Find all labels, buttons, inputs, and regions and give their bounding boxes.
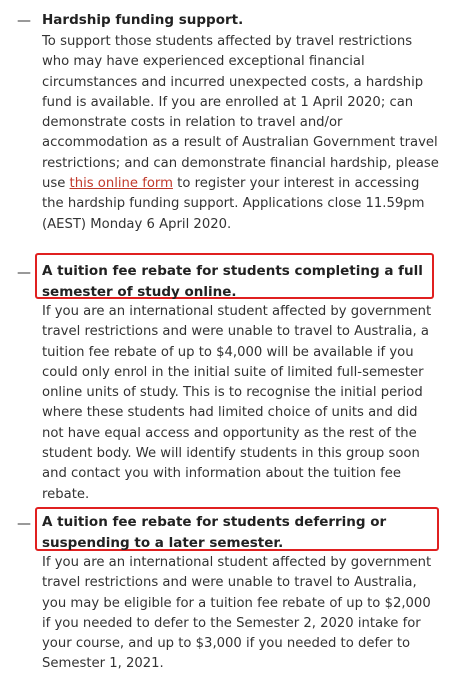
online-form-link[interactable]: this online form [69,176,173,192]
list-dash: — [17,265,31,281]
section-title: A tuition fee rebate for students completing a full semester of study online. [42,263,423,300]
section-title: A tuition fee rebate for students deferring or suspending to a later semester. [42,514,387,551]
section-body: If you are an international student affected by government travel restrictions and were unable to travel to Australia, you may be eligible for a tuition fee rebate of up to $2,000 if you needed to defer to the Semester 2, 2020 intake for your course, and up to $3,000 if you needed to defer to Semester 1, 2021. [42,555,432,672]
body-text-start: To support those students affected by travel restrictions who may have experienced exceptional financial circumstances and incurred unexpected costs, a hardship fund is available. If you are enrolled at 1 April 2020; can demonstrate costs in relation to travel and/or accommodation as a result of Australian Government travel restrictions; and can demonstrate financial hardship, please use [42,34,439,192]
section-body [42,32,442,235]
body-text-end: to register your interest in accessing the hardship funding support. Applications close 11.59pm (AEST) Monday 6 April 2020. [42,176,425,232]
list-dash: — [17,13,31,29]
section-body: If you are an international student affected by government travel restrictions and were unable to travel to Australia, a tuition fee rebate of up to $4,000 will be available if you could only enrol in the initial suite of limited full-semester online units of study. This is to recognise the initial period where these students had limited choice of units and did not have equal access and opportunity as the rest of the student body. We will identify students in this group soon and contact you with information about the tuition fee rebate. [42,304,432,502]
list-dash: — [17,516,31,532]
section-title: Hardship funding support. [42,12,244,28]
